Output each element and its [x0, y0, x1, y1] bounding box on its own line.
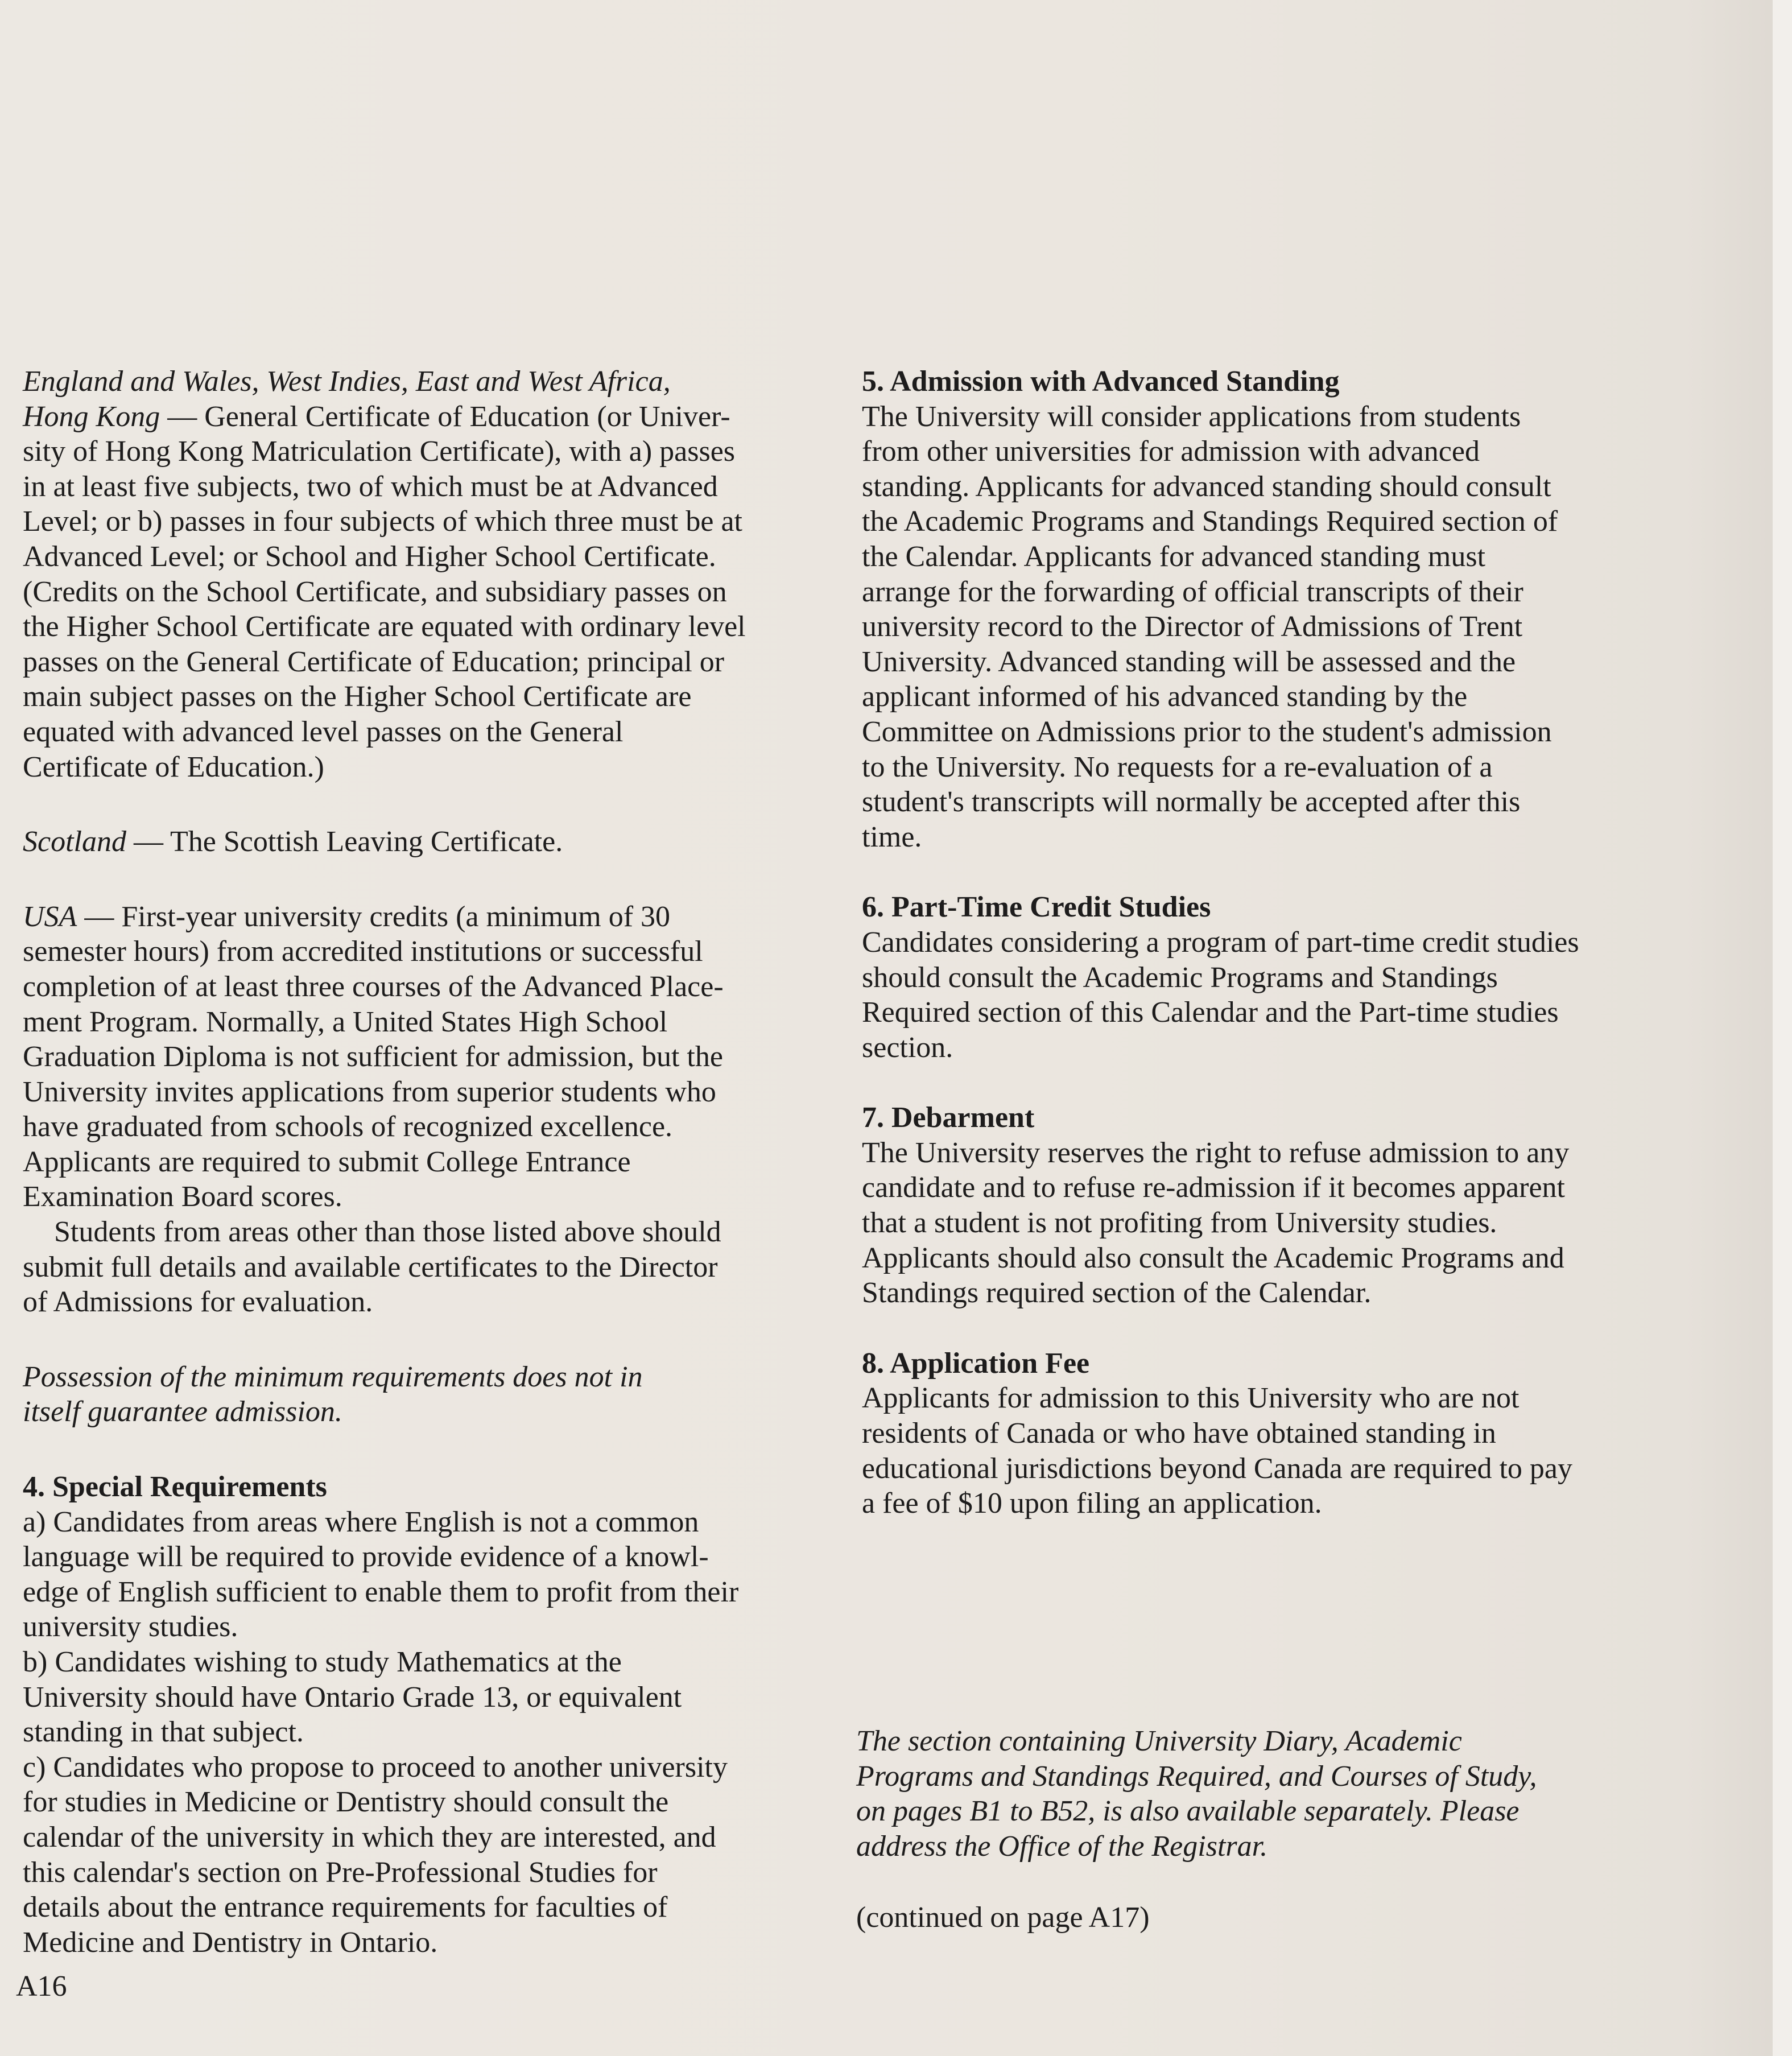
spacer — [23, 785, 831, 824]
hong-kong-label: Hong Kong — [23, 400, 160, 433]
special-line-11: this calendar's section on Pre-Professional Studies for — [23, 1856, 658, 1889]
debarment-line-1: The University reserves the right to refuse admission to any — [862, 1136, 1570, 1169]
note-line-4: address the Office of the Registrar. — [856, 1830, 1268, 1863]
debarment-line-5: Standings required section of the Calendar. — [862, 1277, 1372, 1310]
advanced-line-13: time. — [862, 820, 922, 853]
special-line-6: University should have Ontario Grade 13, or equivalent — [23, 1681, 682, 1714]
part-time-heading: 6. Part-Time Credit Studies — [862, 891, 1211, 924]
usa-line-10: Students from areas other than those listed above should — [54, 1216, 721, 1249]
advanced-line-5: the Calendar. Applicants for advanced standing must — [862, 540, 1486, 573]
special-line-9: for studies in Medicine or Dentistry should consult the — [23, 1786, 669, 1819]
fee-line-2: residents of Canada or who have obtained standing in — [862, 1417, 1496, 1450]
possession-line-1: Possession of the minimum requirements does not in — [23, 1360, 643, 1393]
advanced-line-9: applicant informed of his advanced standing by the — [862, 680, 1468, 713]
usa-line-6: University invites applications from superior students who — [23, 1075, 716, 1108]
usa-line-12: of Admissions for evaluation. — [23, 1286, 373, 1319]
advanced-line-11: to the University. No requests for a re-evaluation of a — [862, 750, 1493, 783]
separate-availability-note — [856, 1724, 1537, 1864]
england-text-1: General Certificate of Education (or Univer- — [204, 400, 730, 433]
usa-line-5: Graduation Diploma is not sufficient for admission, but the — [23, 1041, 723, 1074]
usa-line-4: ment Program. Normally, a United States High School — [23, 1005, 668, 1038]
special-line-8: c) Candidates who propose to proceed to another university — [23, 1751, 728, 1783]
scotland-label: Scotland — [23, 825, 126, 858]
parttime-line-3: Required section of this Calendar and the Part-time studies — [862, 996, 1559, 1029]
england-line-7: the Higher School Certificate are equated with ordinary level — [23, 610, 746, 643]
england-label: England and Wales, West Indies, East and West Africa, — [23, 365, 671, 398]
scotland-text: The Scottish Leaving Certificate. — [170, 825, 563, 858]
usa-line-1 — [23, 899, 831, 935]
advanced-line-3: standing. Applicants for advanced standing should consult — [862, 470, 1551, 503]
application-fee-body — [862, 1381, 1670, 1521]
usa-line-11: submit full details and available certificates to the Director — [23, 1250, 718, 1283]
special-line-7: standing in that subject. — [23, 1716, 304, 1749]
page-number: A16 — [16, 1970, 67, 2003]
fee-line-1: Applicants for admission to this University who are not — [862, 1382, 1520, 1415]
debarment-body — [862, 1136, 1670, 1311]
dash: — — [77, 900, 122, 933]
usa-paragraph — [23, 899, 831, 1320]
advanced-line-4: the Academic Programs and Standings Required section of — [862, 505, 1558, 538]
spacer — [23, 860, 831, 899]
advanced-standing-body — [862, 399, 1670, 855]
page-edge — [1773, 0, 1792, 2056]
spacer — [862, 854, 1670, 890]
usa-line-3: completion of at least three courses of the Advanced Place- — [23, 970, 724, 1003]
usa-label: USA — [23, 900, 77, 933]
spacer — [23, 1320, 831, 1360]
spacer — [862, 1065, 1670, 1100]
england-line-3: in at least five subjects, two of which must be at Advanced — [23, 470, 718, 503]
fee-line-4: a fee of $10 upon filing an application. — [862, 1487, 1322, 1520]
note-line-3: on pages B1 to B52, is also available separately. Please — [856, 1795, 1520, 1828]
debarment-heading: 7. Debarment — [862, 1101, 1035, 1134]
scotland-paragraph — [23, 824, 831, 860]
dash: — — [126, 825, 171, 858]
left-column — [23, 364, 831, 1960]
england-line-2: sity of Hong Kong Matriculation Certificate), with a) passes — [23, 435, 736, 468]
parttime-line-4: section. — [862, 1031, 953, 1064]
part-time-body — [862, 925, 1670, 1065]
continued-note: (continued on page A17) — [856, 1901, 1150, 1934]
special-requirements-body — [23, 1505, 831, 1960]
special-line-5: b) Candidates wishing to study Mathematics at the — [23, 1646, 622, 1678]
advanced-line-10: Committee on Admissions prior to the student's admission — [862, 715, 1552, 748]
england-line-1 — [23, 399, 831, 435]
usa-line-7: have graduated from schools of recognized excellence. — [23, 1110, 673, 1143]
fee-line-3: educational jurisdictions beyond Canada are required to pay — [862, 1452, 1573, 1485]
application-fee-heading: 8. Application Fee — [862, 1347, 1090, 1380]
note-line-1: The section containing University Diary, Academic — [856, 1725, 1462, 1757]
debarment-line-4: Applicants should also consult the Academic Programs and — [862, 1241, 1564, 1274]
advanced-line-7: university record to the Director of Admissions of Trent — [862, 610, 1523, 643]
parttime-line-1: Candidates considering a program of part-time credit studies — [862, 926, 1579, 959]
england-line-9: main subject passes on the Higher School Certificate are — [23, 680, 692, 713]
note-line-2: Programs and Standings Required, and Courses of Study, — [856, 1760, 1537, 1793]
advanced-line-1: The University will consider applications from students — [862, 400, 1521, 433]
special-line-2: language will be required to provide evidence of a knowl- — [23, 1541, 709, 1574]
england-line-5: Advanced Level; or School and Higher School Certificate. — [23, 540, 716, 573]
right-column — [862, 364, 1670, 1521]
dash: — — [160, 400, 205, 433]
england-line-8: passes on the General Certificate of Education; principal or — [23, 645, 725, 678]
advanced-line-12: student's transcripts will normally be accepted after this — [862, 786, 1521, 819]
parttime-line-2: should consult the Academic Programs and Standings — [862, 961, 1498, 994]
usa-line-9: Examination Board scores. — [23, 1180, 342, 1213]
usa-line-8: Applicants are required to submit College Entrance — [23, 1145, 631, 1178]
usa-line-2: semester hours) from accredited institutions or successful — [23, 935, 703, 968]
england-line-6: (Credits on the School Certificate, and subsidiary passes on — [23, 575, 727, 608]
advanced-line-2: from other universities for admission with advanced — [862, 435, 1480, 468]
debarment-line-3: that a student is not profiting from University studies. — [862, 1207, 1497, 1240]
possession-note — [23, 1360, 831, 1430]
england-line-10: equated with advanced level passes on the General — [23, 715, 624, 748]
special-line-10: calendar of the university in which they are interested, and — [23, 1820, 716, 1853]
spacer — [23, 1430, 831, 1469]
special-requirements-heading: 4. Special Requirements — [23, 1471, 327, 1504]
advanced-line-6: arrange for the forwarding of official transcripts of their — [862, 575, 1523, 608]
england-line-11: Certificate of Education.) — [23, 750, 324, 783]
special-line-3: edge of English sufficient to enable them to profit from their — [23, 1575, 739, 1608]
usa-text-1: First-year university credits (a minimum of 30 — [121, 900, 671, 933]
spacer — [862, 1311, 1670, 1346]
possession-line-2: itself guarantee admission. — [23, 1396, 342, 1429]
special-line-13: Medicine and Dentistry in Ontario. — [23, 1926, 438, 1959]
scotland-line — [23, 824, 831, 860]
advanced-line-8: University. Advanced standing will be assessed and the — [862, 645, 1516, 678]
advanced-standing-heading: 5. Admission with Advanced Standing — [862, 365, 1340, 398]
special-line-1: a) Candidates from areas where English is not a common — [23, 1505, 699, 1538]
england-paragraph — [23, 364, 831, 785]
special-line-4: university studies. — [23, 1611, 238, 1644]
debarment-line-2: candidate and to refuse re-admission if it becomes apparent — [862, 1171, 1565, 1204]
england-line-4: Level; or b) passes in four subjects of which three must be at — [23, 505, 742, 538]
special-line-12: details about the entrance requirements for faculties of — [23, 1891, 668, 1924]
